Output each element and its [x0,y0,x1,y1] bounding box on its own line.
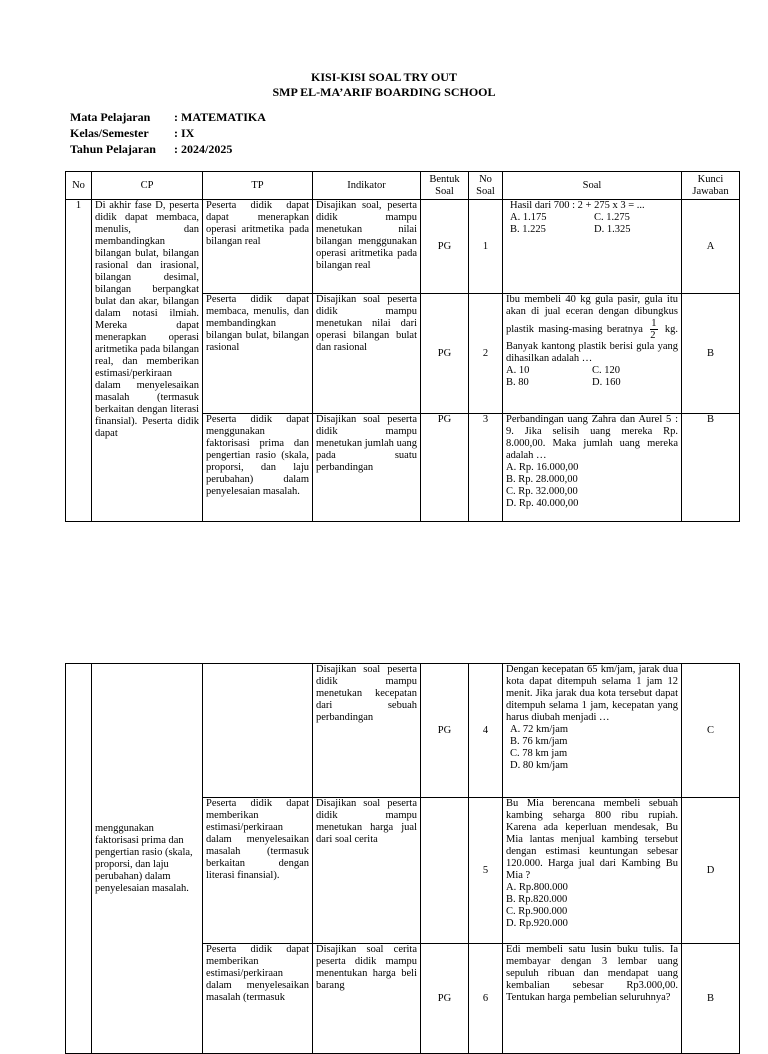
header-cp: CP [92,172,203,200]
question-text: Edi membeli satu lusin buku tulis. Ia membayar dengan 3 lembar uang sepuluh ribuan dan mendapat uang kembalian sebesar Rp3.000,00. Tentukan harga pembelian seluruhnya? [506,944,678,1003]
option-a: A. 72 km/jam [510,724,569,735]
tp-cell: Peserta didik dapat menggunakan faktorisasi prima dan pengertian rasio (skala, proporsi, dan laju perubahan) dalam penyelesaian masalah. [203,414,313,522]
option-c: C. 78 km jam [510,748,568,759]
bentuk-soal-cell: PG [421,200,469,294]
meta-year [70,142,232,157]
indikator-cell: Disajikan soal peserta didik mampu menetukan jumlah uang pada suatu perbandingan [313,414,421,522]
header-no-soal: No Soal [469,172,503,200]
meta-subject [70,110,266,125]
bentuk-soal-cell: PG [421,664,469,798]
answer-options [506,365,678,389]
option-d: D. 160 [592,377,621,388]
indikator-cell: Disajikan soal peserta didik mampu menetukan nilai dari operasi bilangan bulat dan rasional [313,294,421,414]
kisi-table-page1 [65,171,740,522]
bentuk-soal-cell: PG [421,414,469,522]
option-b: B. 1.225 [510,224,546,235]
fraction-numerator: 1 [651,318,657,329]
soal-cell [503,944,682,1054]
tp-cell: Peserta didik dapat membaca, menulis, dan membandingkan bilangan bulat, bilangan rasional [203,294,313,414]
header-indikator: Indikator [313,172,421,200]
question-text: Ibu membeli 40 kg gula pasir, gula itu akan di jual eceran dengan dibungkus plastik masing-masing beratnya [506,294,678,335]
kunci-cell: B [682,944,740,1054]
header-bentuk-soal: Bentuk Soal [421,172,469,200]
indikator-cell: Disajikan soal peserta didik mampu menetukan harga jual dari soal cerita [313,798,421,944]
option-d: D. Rp. 40.000,00 [506,498,579,509]
option-a: A. Rp.800.000 [506,882,568,893]
question-text: Dengan kecepatan 65 km/jam, jarak dua kota dapat ditempuh selama 1 jam 12 menit. Jika jarak dua kota tersebut dapat ditempuh selama 1 jam, kecepatan yang harus diubah menjadi … [506,664,678,723]
kunci-cell: D [682,798,740,944]
soal-cell [503,414,682,522]
kunci-cell: B [682,414,740,522]
option-a: A. 10 [506,365,530,376]
answer-options [506,212,678,236]
no-soal-cell: 5 [469,798,503,944]
table-row [66,200,740,294]
row-number: 1 [66,200,92,522]
fraction-half [650,318,657,341]
tp-cell: Peserta didik dapat memberikan estimasi/perkiraan dalam menyelesaikan masalah (termasuk [203,944,313,1054]
kunci-cell: A [682,200,740,294]
table-row [66,664,740,798]
option-a: A. Rp. 16.000,00 [506,462,579,473]
question-text-cont: kg. Banyak kantong plastik berisi gula yang dihasilkan adalah … [506,323,678,364]
no-soal-cell: 3 [469,414,503,522]
no-soal-cell: 4 [469,664,503,798]
option-c: C. 1.275 [594,212,630,223]
header-no: No [66,172,92,200]
kunci-cell: C [682,664,740,798]
bentuk-soal-cell [421,798,469,944]
bentuk-soal-cell: PG [421,944,469,1054]
tp-cell [203,664,313,798]
question-text: Perbandingan uang Zahra dan Aurel 5 : 9. Jika selisih uang mereka Rp. 8.000,00. Maka jumlah uang mereka adalah … [506,414,678,461]
soal-cell [503,664,682,798]
header-tp: TP [203,172,313,200]
tp-cell: Peserta didik dapat memberikan estimasi/perkiraan dalam menyelesaikan masalah (termasuk berkaitan dengan literasi finansial). [203,798,313,944]
school-name: SMP EL-MA’ARIF BOARDING SCHOOL [272,85,496,99]
header-soal: Soal [503,172,682,200]
no-soal-cell: 6 [469,944,503,1054]
no-soal-cell: 2 [469,294,503,414]
option-d: D. 80 km/jam [510,760,569,771]
kisi-table-page2 [65,663,740,1054]
meta-subject-value: : MATEMATIKA [174,110,266,124]
indikator-cell: Disajikan soal cerita peserta didik mampu menentukan harga beli barang [313,944,421,1054]
option-b: B. 76 km/jam [510,736,568,747]
meta-class [70,126,194,141]
document-title: KISI-KISI SOAL TRY OUT [311,70,457,84]
no-soal-cell: 1 [469,200,503,294]
bentuk-soal-cell: PG [421,294,469,414]
meta-year-label: Tahun Pelajaran [70,142,156,156]
option-c: C. Rp.900.000 [506,906,568,917]
option-a: A. 1.175 [510,212,547,223]
option-b: B. 80 [506,377,529,388]
soal-cell [503,798,682,944]
option-d: D. Rp.920.000 [506,918,568,929]
soal-cell [503,294,682,414]
kunci-cell: B [682,294,740,414]
question-text: Hasil dari 700 : 2 + 275 x 3 = ... [510,200,645,211]
cp-cell: Di akhir fase D, peserta didik dapat membaca, menulis, dan membandingkan bilangan bulat, bilangan rasional dan irasional, bilangan desimal, bilangan berpangkat bulat dan akar, bilangan dalam notasi ilmiah. Mereka dapat menerapkan operasi aritmetika pada bilangan real, dan memberikan estimasi/perkiraan dalam menyelesaikan masalah (termasuk berkaitan dengan literasi finansial). Peserta didik dapat [92,200,203,522]
cp-cell: menggunakan faktorisasi prima dan pengertian rasio (skala, proporsi, dan laju perubahan) dalam penyelesaian masalah. [92,664,203,1054]
meta-subject-label: Mata Pelajaran [70,110,151,124]
indikator-cell: Disajikan soal, peserta didik mampu menetukan nilai bilangan menggunakan operasi aritmetika pada bilangan real [313,200,421,294]
meta-class-label: Kelas/Semester [70,126,149,140]
indikator-cell: Disajikan soal peserta didik mampu menetukan kecepatan dari sebuah perbandingan [313,664,421,798]
option-b: B. Rp. 28.000,00 [506,474,578,485]
option-c: C. Rp. 32.000,00 [506,486,578,497]
meta-class-value: : IX [174,126,195,140]
option-c: C. 120 [592,365,621,376]
soal-cell [503,200,682,294]
option-b: B. Rp.820.000 [506,894,568,905]
table-header-row [66,172,740,200]
tp-cell: Peserta didik dapat dapat menerapkan operasi aritmetika pada bilangan real [203,200,313,294]
meta-year-value: : 2024/2025 [174,142,233,156]
option-d: D. 1.325 [594,224,631,235]
header-kunci-jawaban: Kunci Jawaban [682,172,740,200]
fraction-denominator: 2 [650,330,656,341]
question-text: Bu Mia berencana membeli sebuah kambing seharga 800 ribu rupiah. Karena ada keperluan mendesak, Bu Mia lantas menjual kambing tersebut dengan estimasi keuntungan sebesar 120.000. Harga jual dari Kambing Bu Mia ? [506,798,678,881]
row-number [66,664,92,1054]
